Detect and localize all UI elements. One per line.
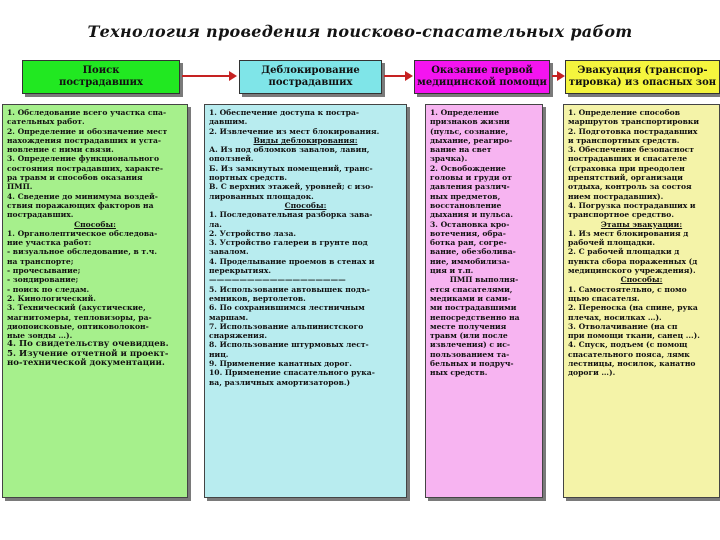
text-line: оползней. xyxy=(209,154,254,164)
text-line: ра травм и способов оказания xyxy=(7,173,143,183)
text-line: 2. Подготовка пострадавших xyxy=(568,126,698,136)
text-line: 2. С рабочей площадки д xyxy=(568,247,680,257)
text-line: 3. Технический (акустические, xyxy=(7,303,146,313)
text-line: ПМП выполня- xyxy=(449,275,519,285)
text-line: транспортное средство. xyxy=(568,210,674,220)
text-line: Виды деблокирования: xyxy=(253,135,358,145)
text-line: 5. Изучение отчетной и проект- xyxy=(7,348,169,359)
header-search xyxy=(22,60,180,94)
arrow-3-icon xyxy=(552,75,558,77)
text-line: ниц. xyxy=(209,349,229,359)
text-line: ные зонды …). xyxy=(7,331,73,341)
text-line: дыхание, реагиро- xyxy=(430,135,513,145)
text-line: нахождения пострадавших и уста- xyxy=(7,135,162,145)
header-search-label: Поиск пострадавших xyxy=(59,65,143,88)
header-first-aid xyxy=(414,60,550,94)
text-line: портных средств. xyxy=(209,173,288,183)
text-line: —————————————————— xyxy=(209,275,346,285)
text-line: 1. Определение способов xyxy=(568,108,680,117)
text-line: 8. Использование штурмовых лест- xyxy=(209,340,369,350)
text-line: 4. По свидетельству очевидцев. xyxy=(7,339,169,350)
text-line: отдыха, контроль за состоя xyxy=(568,182,692,192)
text-line: 1. Последовательная разборка зава- xyxy=(209,210,373,220)
arrow-1-icon xyxy=(182,75,230,77)
text-line: завалом. xyxy=(209,247,249,257)
text-line: ботка ран, согре- xyxy=(430,238,507,248)
text-line: ных средств. xyxy=(430,368,488,378)
text-line: (пульс, сознание, xyxy=(430,126,509,136)
text-line: В. С верхних этажей, уровней; с изо- xyxy=(209,182,374,192)
text-line: 3. Определение функционального xyxy=(7,154,160,164)
text-line: 2. Переноска (на спине, рукa xyxy=(568,303,698,313)
text-line: препятствий, организаци xyxy=(568,173,683,183)
text-line: маршрутов транспортировки xyxy=(568,117,700,127)
text-line: А. Из под обломков завалов, лавин, xyxy=(209,145,370,155)
text-line: магнитомеры, тепловизоры, ра- xyxy=(7,312,152,322)
text-line: 7. Использование альпинистского xyxy=(209,321,364,331)
text-line: ва, различных амортизаторов.) xyxy=(209,377,351,387)
text-line: медиками и сами- xyxy=(430,293,511,303)
column-deblocking-body xyxy=(204,104,407,498)
page-title: Технология проведения поисково-спасательных работ xyxy=(87,22,633,41)
text-line: 1. Обследование всего участка спа- xyxy=(7,108,167,117)
header-evacuation xyxy=(565,60,720,94)
text-line: Способы: xyxy=(284,200,327,210)
text-line: головы и груди от xyxy=(430,173,512,183)
text-line: зрачка). xyxy=(430,154,468,164)
text-line: ных предметов, xyxy=(430,191,501,201)
text-line: лестницы, носилок, канатно xyxy=(568,359,696,369)
text-line: 3. Остановка кро- xyxy=(430,219,510,229)
text-line: Способы: xyxy=(620,275,663,285)
text-line: плечах, носилках …). xyxy=(568,312,662,322)
text-line: дороги …). xyxy=(568,368,616,378)
text-line: состояния пострадавших, характе- xyxy=(7,163,164,173)
text-line: 2. Устройство лаза. xyxy=(209,228,297,238)
text-line: рабочей площадки. xyxy=(568,238,655,248)
text-line: 3. Обеспечение безопасност xyxy=(568,145,695,155)
text-line: новление с ними связи. xyxy=(7,145,114,155)
text-line: медицинского учреждения). xyxy=(568,266,696,276)
text-line: 1. Из мест блокирования д xyxy=(568,228,689,238)
text-line: вание, обезболива- xyxy=(430,247,516,257)
text-line: емников, вертолетов. xyxy=(209,293,306,303)
text-line: 4. Спуск, подъем (с помощ xyxy=(568,340,688,350)
text-line: травм (или после xyxy=(430,331,508,341)
text-line: нием пострадавших). xyxy=(568,191,664,201)
text-line: давления различ- xyxy=(430,182,510,192)
text-line: 4. Проделывание проемов в стенах и xyxy=(209,256,375,266)
text-line: и транспортных средств. xyxy=(568,135,680,145)
text-line: месте получения xyxy=(430,321,507,331)
header-deblocking xyxy=(239,60,382,94)
text-line: спасательного пояса, лямк xyxy=(568,349,690,359)
text-line: маршам. xyxy=(209,312,249,322)
text-line: 1. Органолептическое обследова- xyxy=(7,228,158,238)
text-line: щью спасателя. xyxy=(568,293,640,303)
text-line: 1. Определение xyxy=(430,108,499,117)
text-line: давшим. xyxy=(209,117,248,127)
text-line: 1. Самостоятельно, с помо xyxy=(568,284,687,294)
text-line: пользованием та- xyxy=(430,349,510,359)
text-line: - зондирование; xyxy=(7,275,79,285)
text-line: 2. Извлечение из мест блокирования. xyxy=(209,126,380,136)
text-line: Б. Из замкнутых помещений, транс- xyxy=(209,163,373,173)
text-line: перекрытиях. xyxy=(209,266,272,276)
text-line: при помощи ткани, санец ...). xyxy=(568,331,700,341)
text-line: ла. xyxy=(209,219,222,229)
text-line: ствия поражающих факторов на xyxy=(7,200,154,210)
text-line: признаков жизни xyxy=(430,117,510,127)
text-line: ется спасателями, xyxy=(430,284,513,294)
column-first-aid-body xyxy=(425,104,543,498)
text-line: лированных площадок. xyxy=(209,191,314,201)
text-line: 4. Сведение до минимума воздей- xyxy=(7,191,158,201)
header-first-aid-label: Оказание первой медицинской помощи xyxy=(417,65,547,88)
text-line: 2. Освобождение xyxy=(430,163,506,173)
text-line: 4. Погрузка пострадавших и xyxy=(568,200,696,210)
text-line: сательных работ. xyxy=(7,117,85,127)
header-deblocking-label: Деблокирование пострадавших xyxy=(261,65,360,88)
text-line: 10. Применение спасательного рука- xyxy=(209,368,375,378)
text-line: - прочесывание; xyxy=(7,266,81,276)
text-line: на транспорте; xyxy=(7,256,74,266)
text-line: пункта сбора пораженных (д xyxy=(568,256,698,266)
text-line: 1. Обеспечение доступа к постра- xyxy=(209,108,360,117)
arrow-2-icon xyxy=(384,75,406,77)
text-line: но-технической документации. xyxy=(7,358,165,369)
text-line: 3. Устройство галереи в грунте под xyxy=(209,238,368,248)
text-line: Этапы эвакуации: xyxy=(600,219,683,229)
text-line: снаряжения. xyxy=(209,331,267,341)
text-line: диопоисковые, оптиковолокон- xyxy=(7,321,149,331)
text-line: вание на свет xyxy=(430,145,492,155)
text-line: ция и т.п. xyxy=(430,266,474,276)
text-line: непосредственно на xyxy=(430,312,520,322)
text-line: 2. Кинологический. xyxy=(7,293,96,303)
header-evacuation-label: Эвакуация (транспор- тировка) из опасных зон xyxy=(568,65,717,88)
text-line: пострадавших. xyxy=(7,210,74,220)
text-line: ми пострадавшими xyxy=(430,303,517,313)
text-line: ние участка работ: xyxy=(7,238,92,248)
text-line: Способы: xyxy=(74,219,116,229)
text-line: (страховка при преодолен xyxy=(568,163,685,173)
text-line: ПМП. xyxy=(7,182,33,192)
text-line: ние, иммобилиза- xyxy=(430,256,510,266)
text-line: 2. Определение и обозначение мест xyxy=(7,126,168,136)
text-line: дыхания и пульса. xyxy=(430,210,513,220)
text-line: 5. Использование автовышек подъ- xyxy=(209,284,370,294)
text-line: восстановление xyxy=(430,200,502,210)
text-line: пострадавших и спасателе xyxy=(568,154,688,164)
text-line: - визуальное обследование, в т.ч. xyxy=(7,247,157,257)
text-line: 9. Применение канатных дорог. xyxy=(209,359,352,369)
column-evacuation-body xyxy=(563,104,720,498)
text-line: 6. По сохранившимся лестничным xyxy=(209,303,365,313)
column-search-body xyxy=(2,104,188,498)
text-line: 3. Отволачивание (на сп xyxy=(568,321,678,331)
text-line: бельных и подруч- xyxy=(430,359,514,369)
text-line: извлечения) с ис- xyxy=(430,340,511,350)
text-line: - поиск по следам. xyxy=(7,284,90,294)
text-line: вотечения, обра- xyxy=(430,228,506,238)
